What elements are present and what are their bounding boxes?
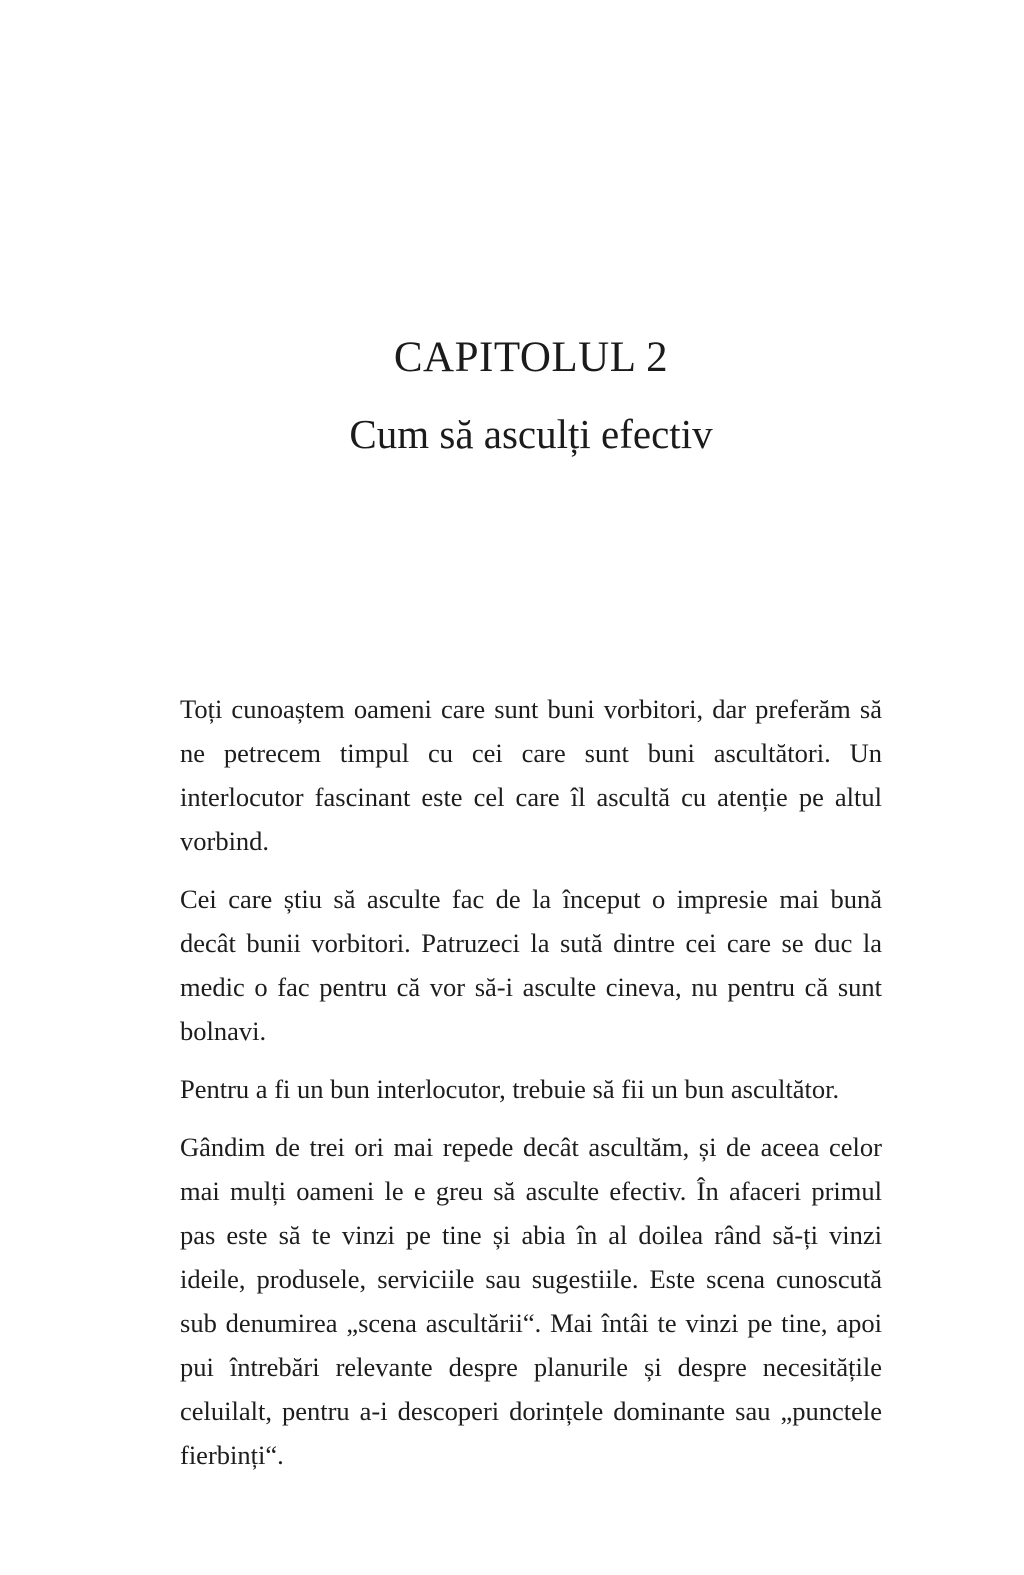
chapter-heading: [180, 0, 882, 459]
chapter-title: CAPITOLUL 2: [393, 334, 669, 381]
paragraph: Pentru a fi un bun interlocutor, trebuie să fii un bun ascultător.: [180, 1073, 840, 1104]
paragraph: Gândim de trei ori mai repede decât ascultăm, și de aceea celor mai mulți oameni le e greu să asculte efectiv. În afaceri primul pas este să te vinzi pe tine și abia în al doilea rând să-ți vinzi ideile, produsele, serviciile sau sugestiile. Este scena cunoscută sub denumirea „scena ascultării“. Mai întâi te vinzi pe tine, apoi pui întrebări relevante despre planurile și despre necesitățile celuilalt, pentru a-i descoperi dorințele dominante sau „punctele fierbinți“.: [180, 1131, 882, 1470]
chapter-subtitle: Cum să asculți efectiv: [349, 410, 713, 457]
paragraph: Toți cunoaștem oameni care sunt buni vorbitori, dar preferăm să ne petrecem timpul cu cei care sunt buni ascultători. Un interlocutor fascinant este cel care îl ascultă cu atenție pe altul vorbind.: [180, 693, 882, 856]
body-text: [180, 687, 882, 1477]
paragraph: Cei care știu să asculte fac de la început o impresie mai bună decât bunii vorbitori. Patruzeci la sută dintre cei care se duc la medic o fac pentru că vor să-i asculte cineva, nu pentru că sunt bolnavi.: [180, 883, 882, 1046]
content-column: [180, 0, 882, 1477]
